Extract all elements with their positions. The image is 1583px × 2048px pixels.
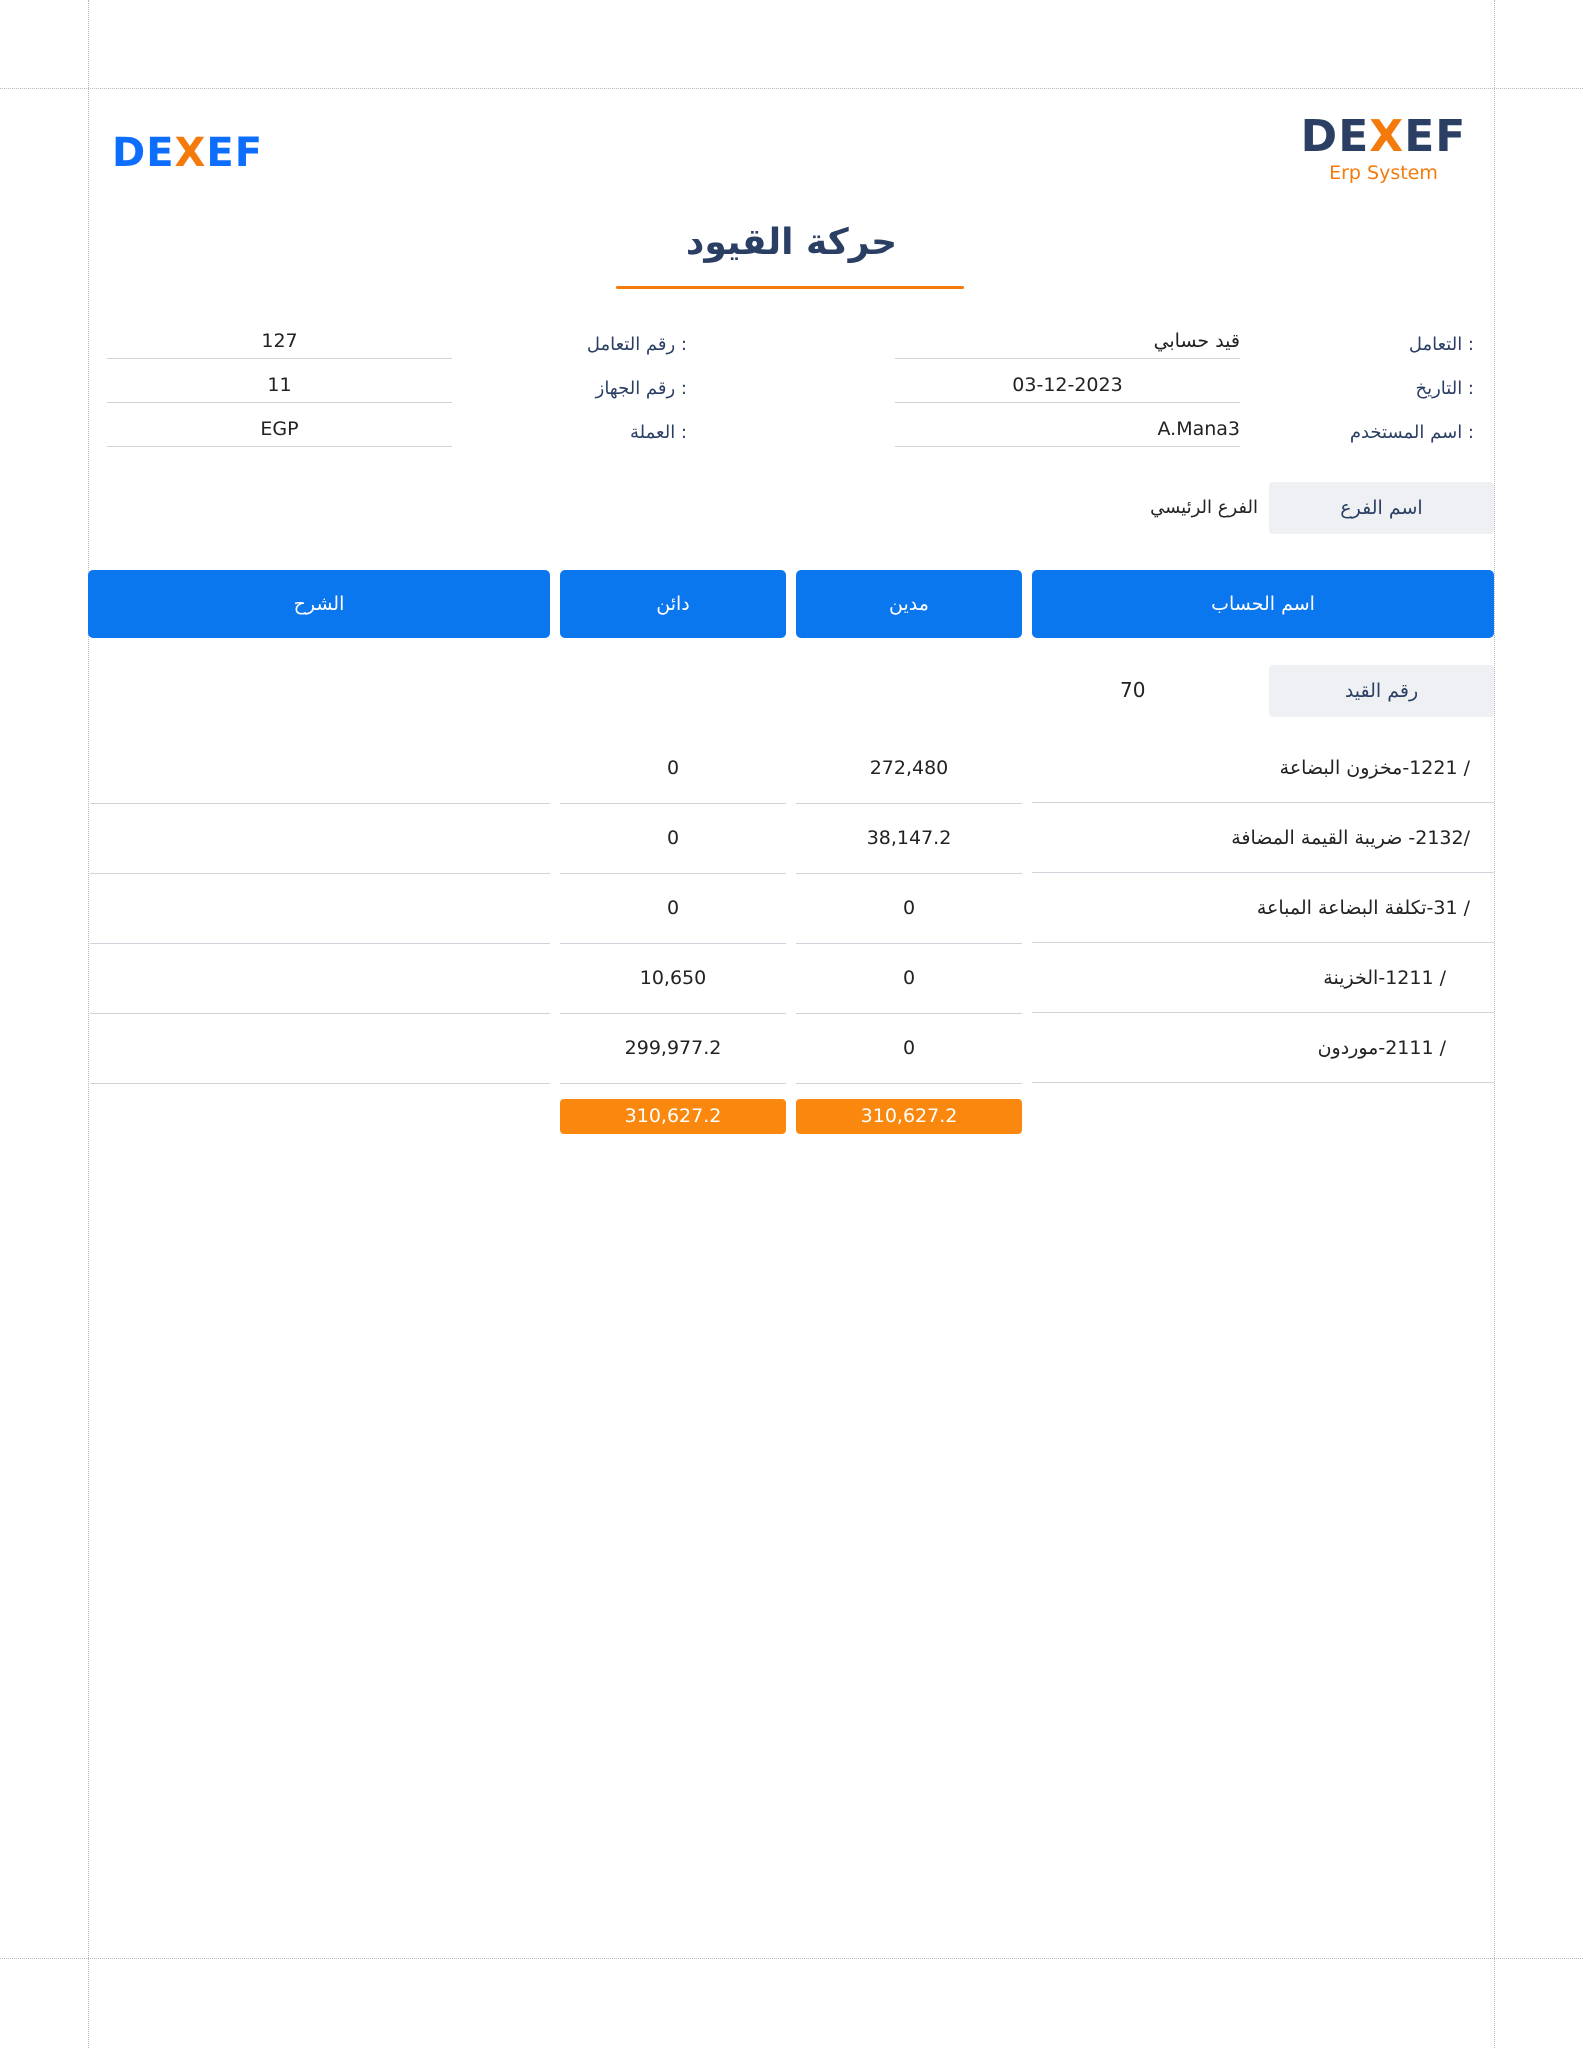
user-label: : اسم المستخدم [1349,422,1474,443]
row-debit: 272,480 [796,734,1022,804]
total-debit: 310,627.2 [796,1099,1022,1134]
branch-label-chip: اسم الفرع [1269,482,1494,534]
row-debit: 0 [796,1014,1022,1084]
row-description [90,804,550,874]
title-underline [616,286,964,289]
row-description [90,734,550,804]
header-debit: مدين [796,570,1022,638]
row-account: / 2111-موردون [1032,1014,1494,1083]
row-description [90,1014,550,1084]
date-label: : التاريخ [1415,378,1474,399]
row-debit: 0 [796,944,1022,1014]
header-account: اسم الحساب [1032,570,1494,638]
header-credit: دائن [560,570,786,638]
row-description [90,944,550,1014]
logo-subtitle: Erp System [1329,162,1438,184]
row-account: /2132- ضريبة القيمة المضافة [1032,804,1494,873]
currency-value: EGP [107,412,452,447]
row-debit: 38,147.2 [796,804,1022,874]
currency-label: : العملة [630,422,687,443]
transaction-no-value: 127 [107,324,452,359]
row-account: / 1221-مخزون البضاعة [1032,734,1494,803]
margin-guide-bottom [0,1958,1583,1959]
row-account: / 31-تكلفة البضاعة المباعة [1032,874,1494,943]
transaction-value: قيد حسابي [895,324,1240,359]
page-title: حركة القيود [685,222,898,263]
device-no-label: : رقم الجهاز [595,378,687,399]
user-value: A.Mana3 [895,412,1240,447]
total-credit: 310,627.2 [560,1099,786,1134]
entry-number: 70 [1120,678,1146,702]
margin-guide-right [1494,0,1495,2048]
header-description: الشرح [88,570,550,638]
transaction-no-label: : رقم التعامل [586,334,687,355]
date-value: 03-12-2023 [895,368,1240,403]
row-credit: 10,650 [560,944,786,1014]
row-credit: 299,977.2 [560,1014,786,1084]
branch-value: الفرع الرئيسي [1150,497,1258,518]
entry-label-chip: رقم القيد [1269,665,1494,717]
margin-guide-left [88,0,89,2048]
row-account: / 1211-الخزينة [1032,944,1494,1013]
row-credit: 0 [560,804,786,874]
device-no-value: 11 [107,368,452,403]
row-description [90,874,550,944]
row-credit: 0 [560,734,786,804]
logo-left: DEXEF [112,130,264,176]
row-debit: 0 [796,874,1022,944]
margin-guide-top [0,88,1583,89]
logo-right: DEXEF Erp System [1296,112,1471,184]
row-credit: 0 [560,874,786,944]
transaction-label: : التعامل [1408,334,1474,355]
